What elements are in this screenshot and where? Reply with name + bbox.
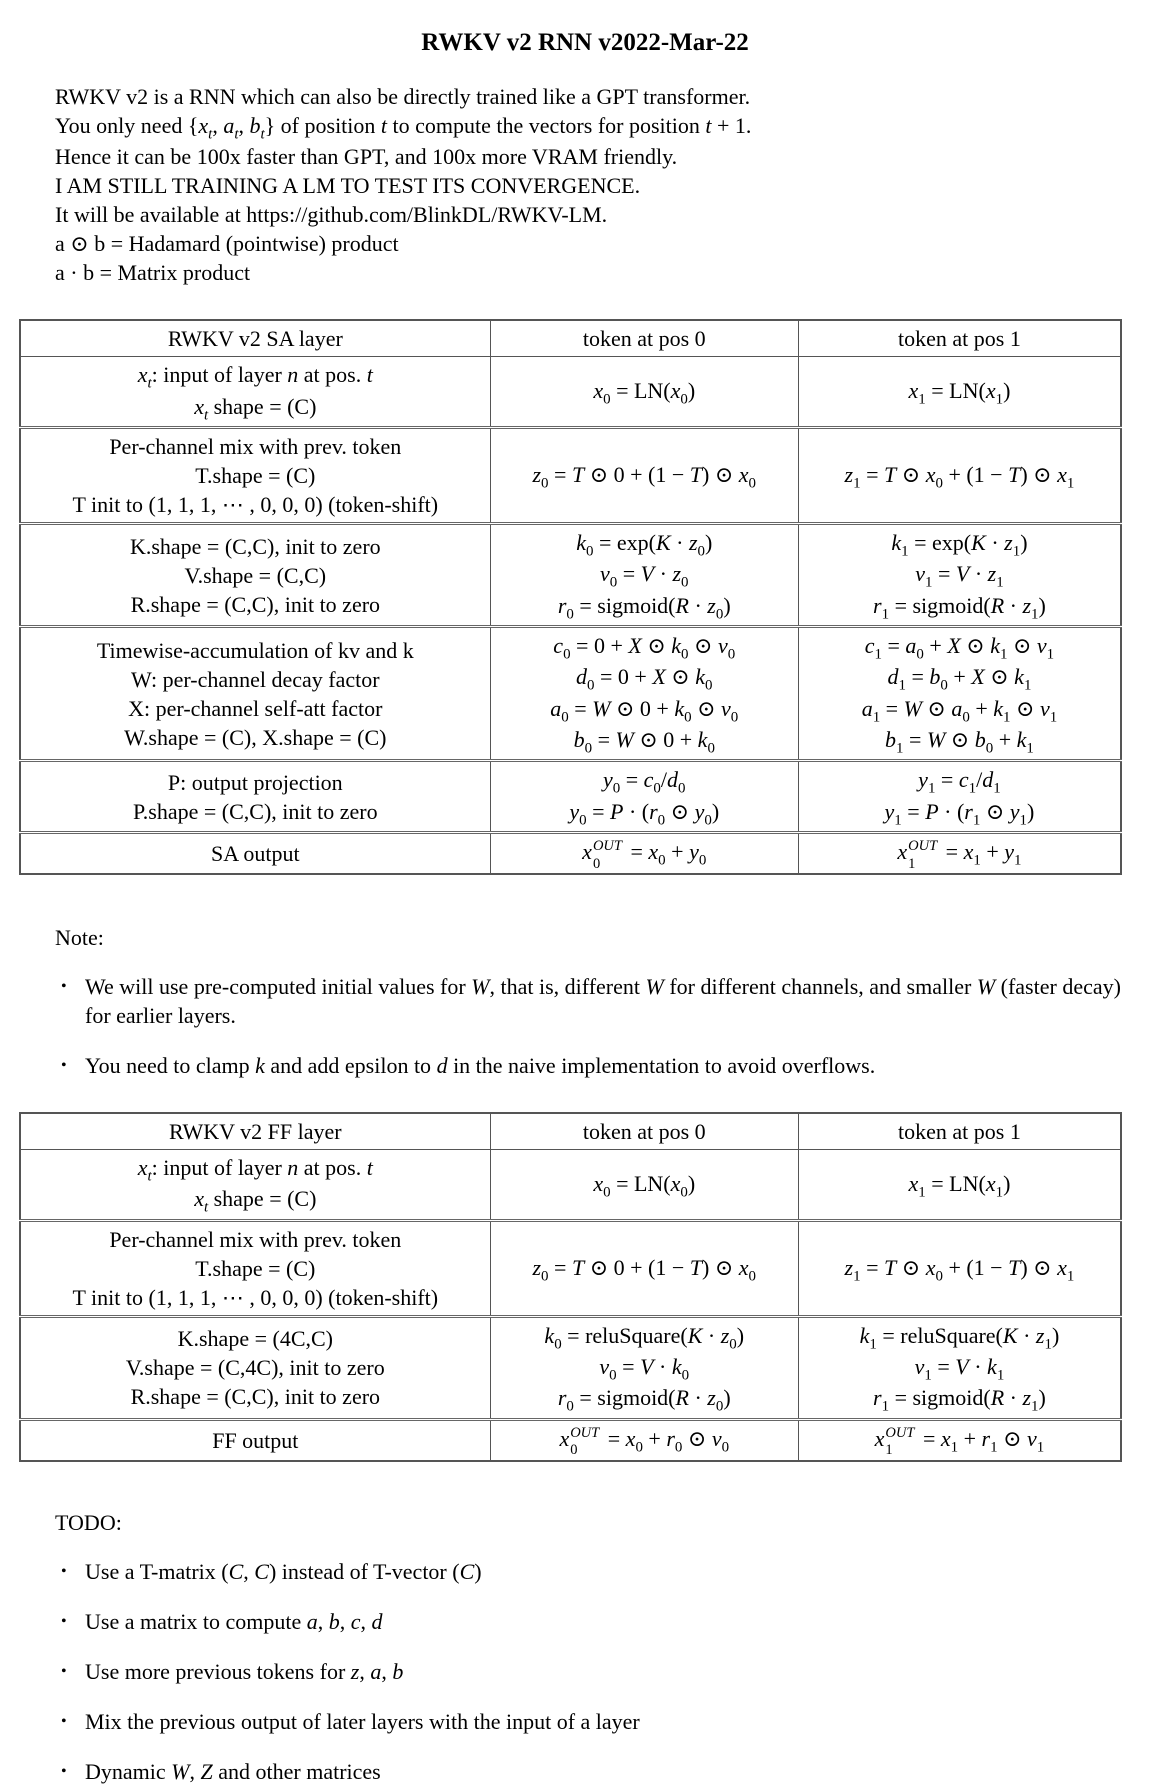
- formula-line: $c_1 = a_0 + X$ ⊙ $k_1$ ⊙ $v_1$: [864, 633, 1055, 663]
- formula-line: $r_1$ = sigmoid(R · $z_1$): [873, 592, 1046, 623]
- formula-line: $y_0 = c_0/d_0$: [602, 767, 686, 797]
- column-header: RWKV v2 FF layer: [20, 1113, 490, 1150]
- description-line: W.shape = (C), X.shape = (C): [124, 724, 387, 750]
- bullet-icon: •: [61, 978, 67, 996]
- formula-pos0-cell: [490, 761, 798, 833]
- description-line: X: per-channel self-att factor: [128, 695, 383, 721]
- todo-item: [61, 1757, 1130, 1786]
- formula-line: $k_1$ = reluSquare(K · $z_1$): [859, 1322, 1060, 1353]
- bullet-icon: •: [61, 1562, 67, 1580]
- formula-line: x OUT 1 = $x_1 + y_1$: [897, 838, 1022, 872]
- formula-pos1-cell: [798, 357, 1121, 428]
- table-row: [20, 761, 1121, 833]
- ff-layer-table: [19, 1112, 1122, 1462]
- formula-line: $v_0 = V \cdot k_0$: [599, 1354, 690, 1384]
- bullet-text: Use a matrix to compute a, b, c, d: [85, 1608, 383, 1634]
- formula-pos1-cell: [798, 1150, 1121, 1221]
- row-description-cell: [20, 1150, 490, 1221]
- row-description-cell: [20, 627, 490, 761]
- todo-item: [61, 1707, 1130, 1736]
- formula-pos0-cell: [490, 627, 798, 761]
- column-header: token at pos 1: [798, 1113, 1121, 1150]
- description-line: P: output projection: [167, 769, 343, 795]
- header-row: [20, 1113, 1121, 1150]
- note-list: [61, 972, 1130, 1080]
- description-line: W: per-channel decay factor: [131, 666, 380, 692]
- note-item: [61, 1051, 1130, 1080]
- formula-line: $z_0 = T$ ⊙ 0 + (1 − T) ⊙ $x_0$: [532, 461, 757, 492]
- stacked-script: OUT 0: [570, 1424, 600, 1459]
- formula-pos0-cell: [490, 357, 798, 428]
- description-line: $x_t$: input of layer n at pos. t: [137, 1155, 373, 1185]
- bullet-text: We will use pre-computed initial values for W, that is, different W for different channels, and smaller W (faster decay) for earlier layers.: [85, 974, 1121, 1029]
- formula-pos1-cell: [798, 761, 1121, 833]
- intro-line: a · b = Matrix product: [55, 260, 251, 286]
- formula-line: $b_1 = W$ ⊙ $b_0 + k_1$: [885, 727, 1034, 757]
- table-row: [20, 833, 1121, 874]
- formula-line: $k_0 = \exp(K \cdot z_0)$: [576, 530, 713, 560]
- header-row: [20, 320, 1121, 357]
- description-line: V.shape = (C,4C), init to zero: [125, 1355, 385, 1381]
- bullet-text: Dynamic W, Z and other matrices: [85, 1758, 381, 1784]
- formula-line: $z_0 = T$ ⊙ 0 + (1 − T) ⊙ $x_0$: [532, 1254, 757, 1284]
- description-line: T.shape = (C): [195, 463, 316, 489]
- formula-line: $r_1$ = sigmoid(R · $z_1$): [873, 1385, 1046, 1415]
- description-line: T init to (1, 1, 1, ⋯ , 0, 0, 0) (token-shift): [72, 1284, 439, 1310]
- description-line: K.shape = (C,C), init to zero: [129, 533, 381, 559]
- row-description-cell: [20, 428, 490, 524]
- description-line: Per-channel mix with prev. token: [109, 434, 402, 460]
- formula-pos0-cell: [490, 1150, 798, 1221]
- formula-line: $z_1 = T$ ⊙ $x_0 + (1 - T)$ ⊙ $x_1$: [844, 1254, 1075, 1284]
- description-line: $x_t$ shape = (C): [194, 393, 317, 424]
- column-header: RWKV v2 SA layer: [20, 320, 490, 357]
- note-heading: Note:: [55, 925, 104, 951]
- formula-line: x OUT 0 = $x_0 + y_0$: [582, 838, 707, 872]
- description-line: P.shape = (C,C), init to zero: [133, 798, 378, 824]
- formula-pos1-cell: [798, 524, 1121, 627]
- todo-item: [61, 1557, 1130, 1586]
- description-line: R.shape = (C,C), init to zero: [130, 1384, 381, 1410]
- formula-pos0-cell: [490, 1220, 798, 1316]
- formula-line: $k_1 = \exp(K \cdot z_1)$: [891, 530, 1028, 560]
- column-header: token at pos 0: [490, 1113, 798, 1150]
- todo-list: [61, 1557, 1130, 1786]
- table-row: [20, 357, 1121, 428]
- page-title: RWKV v2 RNN v2022-Mar-22: [421, 29, 749, 56]
- bullet-text: Mix the previous output of later layers with the input of a layer: [85, 1708, 640, 1734]
- todo-heading: TODO:: [55, 1509, 122, 1535]
- table-row: [20, 1316, 1121, 1419]
- formula-pos1-cell: [798, 833, 1121, 874]
- formula-line: $a_1 = W$ ⊙ $a_0 + k_1$ ⊙ $v_1$: [861, 695, 1058, 726]
- formula-pos1-cell: [798, 627, 1121, 761]
- note-section: [55, 923, 1130, 1080]
- description-line: V.shape = (C,C): [184, 562, 327, 588]
- bullet-icon: •: [61, 1612, 67, 1630]
- table-row: [20, 524, 1121, 627]
- description-line: SA output: [210, 841, 300, 867]
- bullet-text: Use more previous tokens for z, a, b: [85, 1658, 404, 1684]
- description-line: $x_t$ shape = (C): [194, 1186, 317, 1216]
- column-header: token at pos 0: [490, 320, 798, 357]
- formula-line: $x_0 = LN(x_0)$: [593, 378, 696, 408]
- description-line: T init to (1, 1, 1, ⋯ , 0, 0, 0) (token-shift): [72, 492, 439, 518]
- bullet-text: Use a T-matrix (C, C) instead of T-vector (C): [85, 1558, 482, 1584]
- table-row: [20, 1419, 1121, 1460]
- row-description-cell: [20, 1316, 490, 1419]
- row-description-cell: [20, 1220, 490, 1316]
- formula-line: $a_0 = W$ ⊙ $0 + k_0$ ⊙ $v_0$: [550, 695, 739, 726]
- table-row: [20, 428, 1121, 524]
- intro-line: Hence it can be 100x faster than GPT, and 100x more VRAM friendly.: [55, 144, 678, 170]
- table-row: [20, 1150, 1121, 1221]
- formula-pos0-cell: [490, 428, 798, 524]
- intro-line: I AM STILL TRAINING A LM TO TEST ITS CONVERGENCE.: [55, 173, 641, 199]
- intro-paragraph: [55, 82, 1130, 287]
- row-description-cell: [20, 524, 490, 627]
- todo-section: [55, 1508, 1130, 1786]
- formula-line: $y_1 = P \cdot (r_1$ ⊙ $y_1$): [884, 798, 1035, 829]
- formula-line: $d_1 = b_0 + X$ ⊙ $k_1$: [887, 664, 1032, 694]
- row-description-cell: [20, 761, 490, 833]
- formula-pos0-cell: [490, 524, 798, 627]
- todo-item: [61, 1657, 1130, 1686]
- table-row: [20, 627, 1121, 761]
- formula-line: $r_0$ = sigmoid(R · $z_0$): [557, 592, 731, 623]
- bullet-icon: •: [61, 1712, 67, 1730]
- description-line: T.shape = (C): [195, 1255, 316, 1281]
- formula-line: $r_0$ = sigmoid(R · $z_0$): [557, 1385, 731, 1415]
- description-line: $x_t$: input of layer n at pos. t: [137, 362, 373, 392]
- formula-line: $b_0 = W$ ⊙ $0 + k_0$: [573, 727, 715, 757]
- intro-line: It will be available at https://github.com/BlinkDL/RWKV-LM.: [55, 202, 608, 228]
- bullet-icon: •: [61, 1057, 67, 1075]
- table-row: [20, 1220, 1121, 1316]
- formula-pos0-cell: [490, 833, 798, 874]
- intro-line: RWKV v2 is a RNN which can also be directly trained like a GPT transformer.: [55, 84, 751, 109]
- description-line: Per-channel mix with prev. token: [109, 1226, 402, 1252]
- formula-pos1-cell: [798, 428, 1121, 524]
- formula-line: $v_1 = V \cdot z_1$: [915, 561, 1004, 591]
- row-description-cell: [20, 833, 490, 874]
- formula-line: $x_1 = LN(x_1)$: [908, 1170, 1011, 1201]
- row-description-cell: [20, 1419, 490, 1460]
- stacked-script: OUT 1: [885, 1424, 915, 1459]
- row-description-cell: [20, 357, 490, 428]
- intro-line: You only need {$x_t$, $a_t$, $b_t$} of position t to compute the vectors for position t + 1.: [55, 113, 752, 143]
- formula-pos0-cell: [490, 1316, 798, 1419]
- description-line: FF output: [212, 1427, 299, 1453]
- formula-line: $z_1 = T$ ⊙ $x_0 + (1 - T)$ ⊙ $x_1$: [844, 461, 1075, 492]
- note-item: [61, 972, 1130, 1030]
- bullet-icon: •: [61, 1762, 67, 1780]
- formula-pos0-cell: [490, 1419, 798, 1460]
- formula-line: $c_0 = 0 + X$ ⊙ $k_0$ ⊙ $v_0$: [553, 633, 736, 663]
- formula-line: $x_0 = LN(x_0)$: [593, 1170, 696, 1201]
- bullet-icon: •: [61, 1662, 67, 1680]
- description-line: R.shape = (C,C), init to zero: [130, 591, 381, 617]
- formula-line: $v_1 = V \cdot k_1$: [914, 1354, 1005, 1384]
- formula-pos1-cell: [798, 1419, 1121, 1460]
- formula-line: $d_0 = 0 + X$ ⊙ $k_0$: [576, 664, 713, 694]
- formula-line: $y_0 = P \cdot (r_0$ ⊙ $y_0$): [569, 798, 720, 829]
- intro-line: a ⊙ b = Hadamard (pointwise) product: [55, 231, 399, 257]
- stacked-script: OUT 0: [592, 838, 622, 872]
- formula-pos1-cell: [798, 1220, 1121, 1316]
- formula-line: x OUT 1 = $x_1 + r_1$ ⊙ $v_1$: [874, 1424, 1045, 1459]
- formula-line: x OUT 0 = $x_0 + r_0$ ⊙ $v_0$: [559, 1424, 730, 1459]
- formula-line: $x_1 = LN(x_1)$: [908, 378, 1011, 408]
- description-line: Timewise-accumulation of kv and k: [96, 637, 414, 663]
- formula-pos1-cell: [798, 1316, 1121, 1419]
- description-line: K.shape = (4C,C): [177, 1326, 333, 1352]
- formula-line: $v_0 = V \cdot z_0$: [600, 561, 689, 591]
- todo-item: [61, 1607, 1130, 1636]
- column-header: token at pos 1: [798, 320, 1121, 357]
- formula-line: $k_0$ = reluSquare(K · $z_0$): [544, 1322, 745, 1353]
- sa-layer-table: [19, 319, 1122, 875]
- bullet-text: You need to clamp k and add epsilon to d in the naive implementation to avoid overflows.: [85, 1053, 876, 1079]
- formula-line: $y_1 = c_1/d_1$: [918, 767, 1001, 797]
- stacked-script: OUT 1: [908, 838, 938, 872]
